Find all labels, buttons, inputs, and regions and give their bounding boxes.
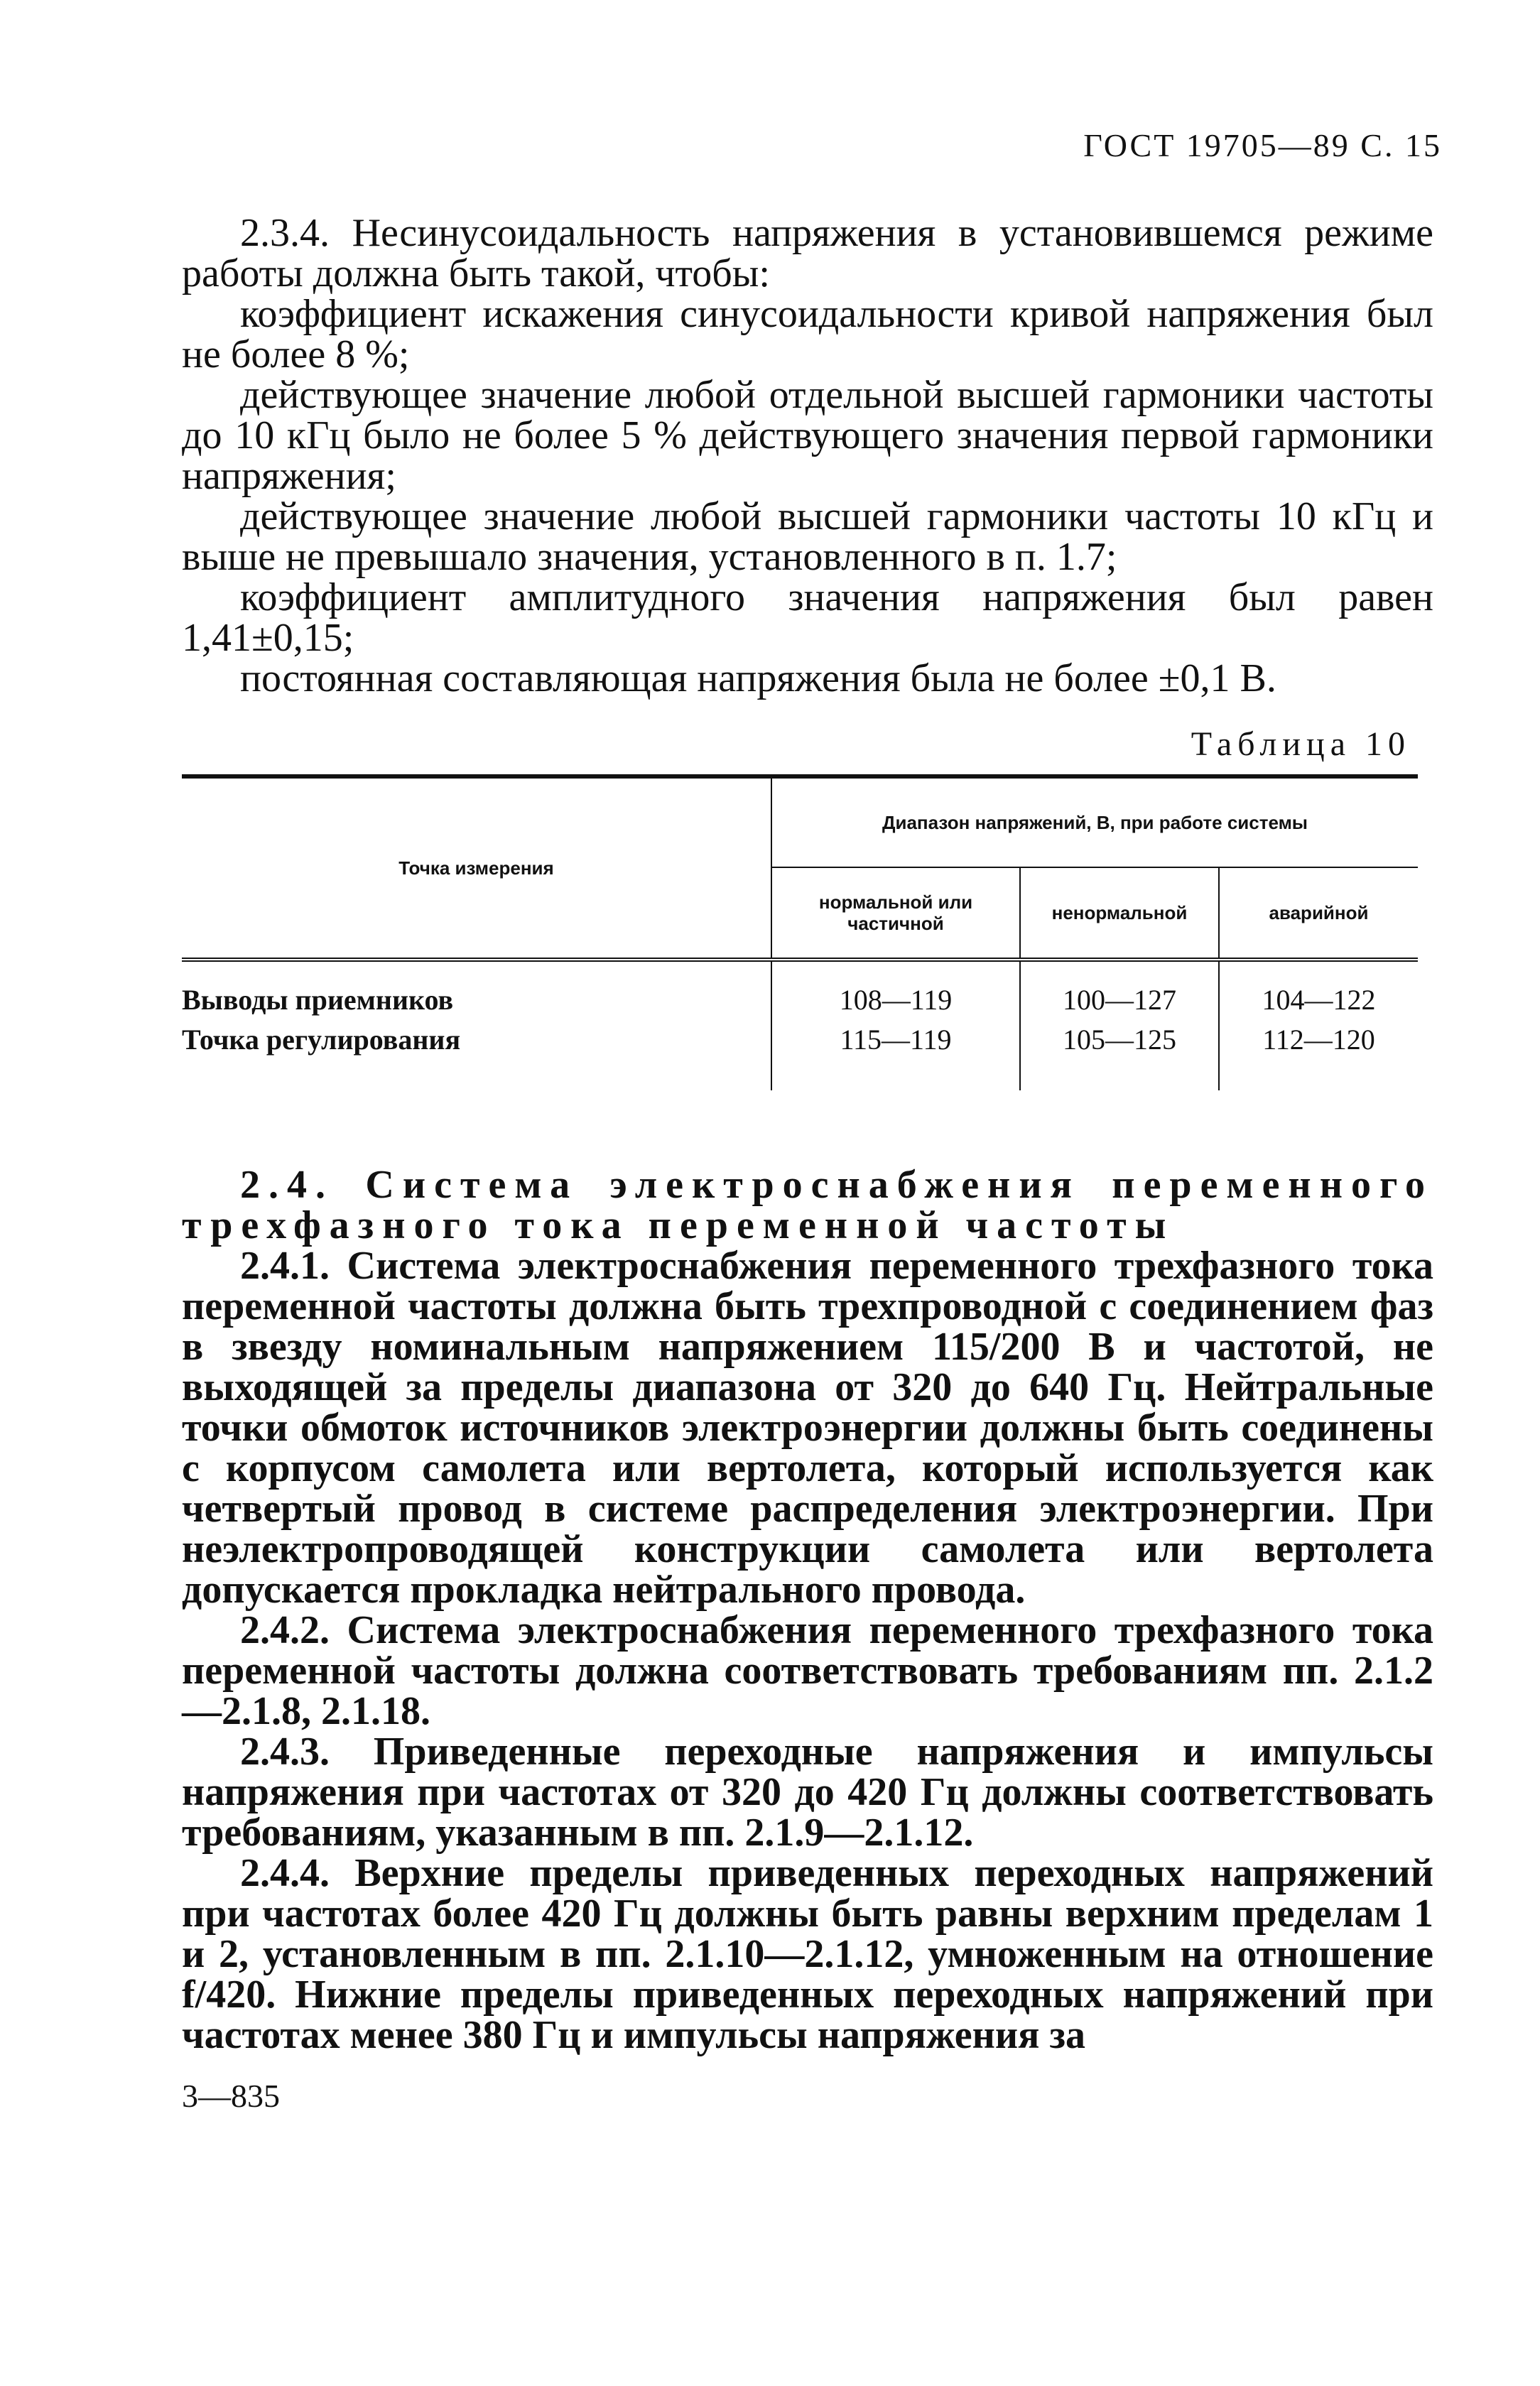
list-item: коэффициент амплитудного значения напряжения был равен 1,41±0,15;: [182, 575, 1433, 660]
list-item: действующее значение любой высшей гармоники частоты 10 кГц и выше не превышало значения, установленного в п. 1.7;: [182, 494, 1433, 579]
paragraph-2-3-4-intro: 2.3.4. Несинусоидальность напряжения в установившемся режиме работы должна быть такой, чтобы:: [182, 211, 1433, 295]
cell-abnormal: 105—125: [1020, 1016, 1219, 1062]
table-row: [182, 960, 1418, 1016]
column-header-abnormal: ненормальной: [1020, 867, 1219, 960]
list-item: постоянная составляющая напряжения была не более ±0,1 В.: [240, 656, 1276, 700]
table-row: [182, 1016, 1418, 1062]
paragraph-2-4-4: 2.4.4. Верхние пределы приведенных переходных напряжений при частотах более 420 Гц должны быть равны верхним пределам 1 и 2, установленным в пп. 2.1.10—2.1.12, умноженным на отношение f/420. Нижние пределы приведенных переходных напряжений при частотах менее 380 Гц и импульсы напряжения за: [182, 1851, 1433, 2057]
page-footer: 3—835: [182, 2078, 280, 2114]
table-10: [182, 774, 1418, 1090]
section-title: 2.4. Система электроснабжения переменного трехфазного тока переменной частоты: [182, 1163, 1433, 1247]
cell-abnormal: 100—127: [1020, 960, 1219, 1016]
paragraph-2-4-1: 2.4.1. Система электроснабжения переменного трехфазного тока переменной частоты должна быть трехпроводной с соединением фаз в звезду номинальным напряжением 115/200 В и частотой, не выходящей за пределы диапазона от 320 до 640 Гц. Нейтральные точки обмоток источников электроэнергии должны быть соединены с корпусом самолета или вертолета, который используется как четвертый провод в системе распределения электроэнергии. При неэлектропроводящей конструкции самолета или вертолета допускается прокладка нейтрального провода.: [182, 1244, 1433, 1612]
column-header-normal: нормальной или частичной: [771, 867, 1020, 960]
column-header-emergency: аварийной: [1219, 867, 1418, 960]
list-item: коэффициент искажения синусоидальности кривой напряжения был не более 8 %;: [182, 292, 1433, 376]
list-item: действующее значение любой отдельной высшей гармоники частоты до 10 кГц было не более 5 % действующего значения первой гармоники напряжения;: [182, 373, 1433, 498]
column-header-range: Диапазон напряжений, В, при работе системы: [771, 776, 1418, 867]
column-header-point: Точка измерения: [182, 776, 771, 960]
cell-point: Точка регулирования: [182, 1023, 461, 1056]
cell-point: Выводы приемников: [182, 984, 454, 1016]
paragraph-2-4-3: 2.4.3. Приведенные переходные напряжения и импульсы напряжения при частотах от 320 до 420 Гц должны соответствовать требованиям, указанным в пп. 2.1.9—2.1.12.: [182, 1730, 1433, 1855]
paragraph-2-4-2: 2.4.2. Система электроснабжения переменного трехфазного тока переменной частоты должна соответствовать требованиям пп. 2.1.2—2.1.8, 2.1.18.: [182, 1608, 1433, 1733]
cell-normal: 115—119: [771, 1016, 1020, 1062]
page-header: ГОСТ 19705—89 С. 15: [1083, 127, 1442, 163]
table-caption: Таблица 10: [1191, 725, 1411, 763]
cell-emergency: 112—120: [1219, 1016, 1418, 1062]
cell-normal: 108—119: [771, 960, 1020, 1016]
section-2-4: [182, 1165, 1433, 2056]
section-2-3-4: [182, 213, 1433, 699]
cell-emergency: 104—122: [1219, 960, 1418, 1016]
